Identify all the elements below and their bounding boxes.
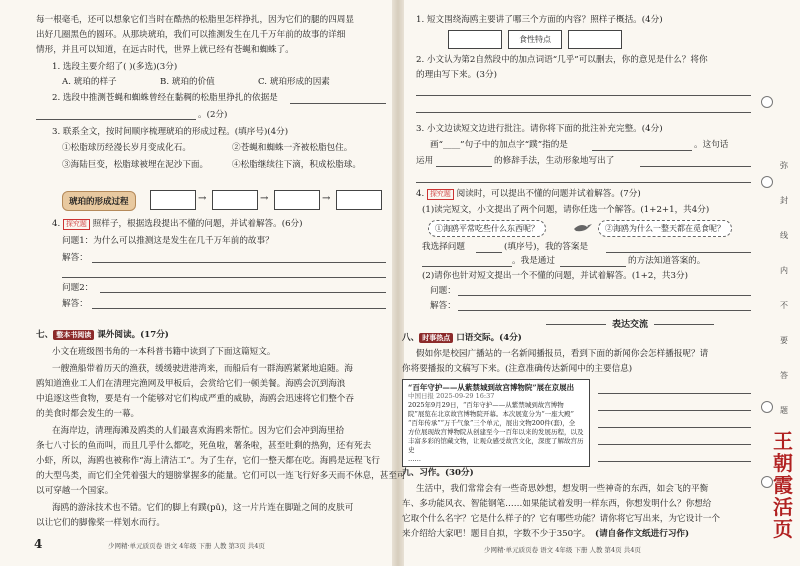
answer-line[interactable]	[416, 112, 751, 113]
passage-line: 以可穿越一个国家。	[36, 486, 114, 496]
seal-line-char: 要	[780, 336, 788, 345]
section9-header	[402, 468, 474, 479]
seal-line-char: 内	[780, 266, 788, 275]
q1-option-c[interactable]: C. 琥珀形成的因素	[258, 77, 330, 87]
binding-hole	[761, 96, 773, 108]
answer-label: 解答：	[430, 301, 456, 311]
q1-option-a[interactable]: A. 琥珀的样子	[62, 77, 117, 87]
news-line: 2025年9月29日，“百年守护——从紫禁城到故宫博物	[408, 401, 564, 409]
answer-line[interactable]	[422, 266, 512, 267]
section7-title: 课外阅读。(17分)	[97, 330, 169, 340]
flow-box[interactable]	[336, 190, 382, 210]
answer-line[interactable]	[598, 410, 751, 411]
right-page	[398, 0, 800, 566]
page-footer: 少网精·单元质页卷 语文 4年级 下册 人教 第4页 共4页	[484, 546, 641, 554]
r-q4-part1: (1)读完短文，小文提出了两个问题，请你任选一个解答。(1+2+1，共4分)	[422, 205, 710, 215]
intro-line: 情形，并且可以知道，在远古时代，世界上就已经有苍蝇和蜘蛛了。	[36, 45, 294, 55]
r-q2-text: 2. 小文认为第2自然段中的加点词语“几乎”可以删去，你的意见是什么？将你	[416, 55, 708, 65]
answer-line[interactable]	[290, 103, 386, 104]
q3-text: 3. 联系全文，按时间顺序梳理琥珀的形成过程。(填序号)(4分)	[52, 127, 289, 137]
section9-text: 来介绍给大家吧！题目自拟，字数不少于350字。	[402, 529, 591, 539]
r-q2-text-cont: 的理由写下来。(3分)	[416, 70, 497, 80]
passage-line: 在海岸边，清理海滩及鸥类的人们最喜欢海鸥来帮忙。因为它们会冲到海里拾	[52, 426, 345, 436]
example-box: 食性特点	[508, 30, 562, 49]
passage-line: 中追逐这些食物，要是有一个能够对它们构成严重的威胁，海鸥会迅速将它们整个吞	[36, 394, 354, 404]
answer-line[interactable]	[598, 393, 751, 394]
r-q4-part2: (2)请你也针对短文提出一个不懂的问题，并试着解答。(1+2，共3分)	[422, 271, 688, 281]
answer-line[interactable]	[36, 119, 196, 120]
r-q3-text: 3. 小文边读短文边进行批注。请你将下面的批注补充完整。(4分)	[416, 124, 663, 134]
passage-line: 以让它们的脚像桨一样划水而行。	[36, 518, 165, 528]
r-q4-choose-end: (填序号)，我的答案是	[504, 242, 589, 252]
answer-box[interactable]	[448, 30, 502, 49]
r-q3-line-a-end: 。这句话	[694, 140, 729, 150]
section-title: 表达交流	[540, 317, 720, 330]
news-line: ……	[408, 455, 421, 463]
question-bubble-1[interactable]: ①海鸥平常吃些什么东西呢？	[428, 220, 546, 237]
r-q3-line-b-end: 的修辞手法，生动形象地写出了	[494, 156, 615, 166]
answer-line[interactable]	[100, 292, 386, 293]
seal-line-char: 封	[780, 196, 788, 205]
q2-score: 。(2分)	[198, 110, 228, 120]
flow-box[interactable]	[150, 190, 196, 210]
q3-item: ③海陆巨变，松脂球被埋在泥沙下面。	[62, 160, 209, 170]
r-q4-header: 4. 探究题 阅读时，可以提出不懂的问题并试着解答。(7分)	[416, 189, 641, 199]
q4-question2-label: 问题2：	[62, 283, 94, 293]
answer-line[interactable]	[606, 252, 751, 253]
q1-text: 1. 选段主要介绍了( )(多选)(3分)	[52, 62, 178, 72]
seal-line-char: 不	[780, 301, 788, 310]
bird-icon	[572, 220, 594, 234]
section9-text: 它取个什么名字？它是什么样子的？它有哪些功能？请你将它写出来，为它设计一个	[402, 514, 720, 524]
page-number: 4	[34, 537, 43, 551]
answer-label: 解答：	[62, 299, 88, 309]
r-q3-line-a: 画“____”句子中的加点字“蹼”指的是	[430, 140, 568, 150]
q4-text: 照样子，根据选段提出不懂的问题，并试着解答。(6分)	[92, 219, 303, 229]
arrow-right-icon: →	[260, 193, 269, 204]
q1-option-b[interactable]: B. 琥珀的价值	[160, 77, 215, 87]
answer-line[interactable]	[62, 277, 386, 278]
section8-text: 你将要播报的文稿写下来。(注意准确传达新闻中的主要信息)	[402, 364, 633, 374]
news-card	[402, 379, 590, 467]
q4-header: 4. 探究题 照样子，根据选段提出不懂的问题，并试着解答。(6分)	[52, 219, 303, 229]
page-footer: 少网精·单元质页卷 语文 4年级 下册 人教 第3页 共4页	[108, 542, 265, 550]
passage-line: 的美食时都会发生的一幕。	[36, 409, 140, 419]
answer-line[interactable]	[92, 308, 386, 309]
binding-hole	[761, 176, 773, 188]
intro-line: 每一根毫毛，还可以想象它们当时在酷热的松脂里怎样挣扎，因为它们的腿的四周显	[36, 15, 354, 25]
passage-line: 鸥知道渔业工人们在清理完渔网及甲板后，会赏给它们一顿美餐。海鸥会沉到海浪	[36, 379, 346, 389]
section8-title: 口语交际。(4分)	[456, 333, 522, 343]
q3-item: ①松脂球历经漫长岁月变成化石。	[62, 143, 191, 153]
intro-line: 出好几圈黑色的圆环。从那块琥珀，我们可以推测发生在几千万年前的故事的详细	[36, 30, 346, 40]
section9-number: 九、	[402, 468, 420, 478]
passage-line: 条七八寸长的鱼而叫，而且几乎什么都吃，死鱼啦，薯条啦，甚至吐剩的热狗，还有死去	[36, 441, 372, 451]
flow-label: 琥珀的形成过程	[62, 191, 136, 211]
arrow-right-icon: →	[198, 193, 207, 204]
q2-text: 2. 选段中推测苍蝇和蜘蛛曾经在黏稠的松脂里挣扎的依据是	[52, 93, 278, 103]
answer-line[interactable]	[598, 444, 751, 445]
news-meta: 中国日报 2025-09-29 16:37	[408, 392, 495, 400]
answer-line[interactable]	[416, 182, 751, 183]
r-q4-tag: 探究题	[427, 189, 454, 200]
answer-label: 解答：	[62, 253, 88, 263]
news-line: 丰富多彩的馆藏文物，让观众感受故宫文化，深度了解故宫历史	[408, 437, 584, 454]
section8-header	[402, 333, 522, 344]
section8-tag: 时事热点	[419, 333, 453, 343]
section7-tag: 整本书阅读	[53, 330, 94, 340]
arrow-right-icon: →	[322, 193, 331, 204]
section9-text: 车、多功能风衣、智能钢笔……如果能试着发明一样东西，你想发明什么？你想给	[402, 499, 712, 509]
seal-line-char: 题	[780, 406, 788, 415]
section7-intro: 小文在班级图书角的一本科普书籍中读到了下面这篇短文。	[52, 347, 276, 357]
question-label: 问题：	[430, 286, 456, 296]
r-q4-method: 。我是通过	[512, 256, 555, 266]
binding-hole	[761, 401, 773, 413]
answer-line[interactable]	[458, 310, 751, 311]
q3-item: ④松脂继续往下滴，积成松脂球。	[232, 160, 361, 170]
section7-header	[36, 330, 169, 341]
flow-box[interactable]	[212, 190, 258, 210]
passage-line: 一艘渔船带着历天的渔获，缓缓驶进港湾来，而船后有一群海鸥紧紧地追随。海	[52, 364, 353, 374]
section8-text: 假如你是校园广播站的一名新闻播报员，看到下面的新闻你会怎样播报呢？请	[416, 349, 709, 359]
answer-line[interactable]	[592, 150, 692, 151]
news-line: 方位展现故宫博物院从创建至今一百年以来的发展历程，以及	[408, 428, 584, 436]
answer-line[interactable]	[598, 461, 751, 462]
answer-box[interactable]	[568, 30, 622, 49]
answer-line[interactable]	[640, 166, 751, 167]
passage-line: 小虾，所以，海鸥也被称作“海上清洁工”。为了生存，它们一整天都在吃。海鸥是远程飞行	[36, 456, 380, 466]
answer-line[interactable]	[560, 266, 626, 267]
answer-line[interactable]	[416, 95, 751, 96]
q3-item: ②苍蝇和蜘蛛一齐被松脂包住。	[232, 143, 353, 153]
r-q4-choose: 我选择问题	[422, 242, 465, 252]
section9-title: 习作。(30分)	[419, 468, 474, 478]
flow-box[interactable]	[274, 190, 320, 210]
q4-example-question: 问题1：为什么可以推测这是发生在几千万年前的故事？	[62, 236, 274, 246]
news-line: 院”展览在北京故宫博物院开幕。本次展览分为“一座大殿”	[408, 410, 574, 418]
answer-line[interactable]	[92, 262, 386, 263]
section8-number: 八、	[402, 333, 420, 343]
answer-line[interactable]	[458, 295, 751, 296]
r-q4-text: 阅读时，可以提出不懂的问题并试着解答。(7分)	[456, 189, 641, 199]
brand-logo: 王朝霞活页	[773, 429, 793, 541]
answer-line[interactable]	[598, 427, 751, 428]
question-bubble-2[interactable]: ②海鸥为什么一整天都在觅食呢？	[598, 220, 732, 237]
passage-line: 海鸥的游泳技术也不错。它们的脚上有蹼(pǔ)，这一片片连在脚趾之间的皮肤可	[52, 503, 354, 513]
news-title: “百年守护——从紫禁城到故宫博物院”展在京展出	[408, 383, 575, 392]
r-q3-line-b: 运用	[416, 156, 434, 166]
seal-line-char: 答	[780, 371, 788, 380]
passage-line: 的大型鸟类，而它们全凭着强大的翅膀掌握多的能量。它们可以一连飞行好多天而不休息，甚至可	[36, 471, 406, 481]
section9-note: (请自备作文纸进行习作)	[595, 529, 690, 539]
section7-number: 七、	[36, 330, 54, 340]
q4-tag: 探究题	[63, 219, 90, 230]
section9-text: 生活中，我们常常会有一些奇思妙想，想发明一些神奇的东西，如会飞的平衡	[416, 484, 709, 494]
answer-line[interactable]	[476, 252, 502, 253]
news-line: “百年传承”“万千气象”三个单元，展出文物200件(套)，全	[408, 419, 576, 427]
seal-line-char: 线	[780, 231, 788, 240]
seal-line-char: 弥	[780, 161, 788, 170]
r-q1-text: 1. 短文围绕海鸥主要讲了哪三个方面的内容？照样子概括。(4分)	[416, 15, 663, 25]
r-q4-method-end: 的方法知道答案的。	[628, 256, 706, 266]
answer-line[interactable]	[436, 166, 492, 167]
